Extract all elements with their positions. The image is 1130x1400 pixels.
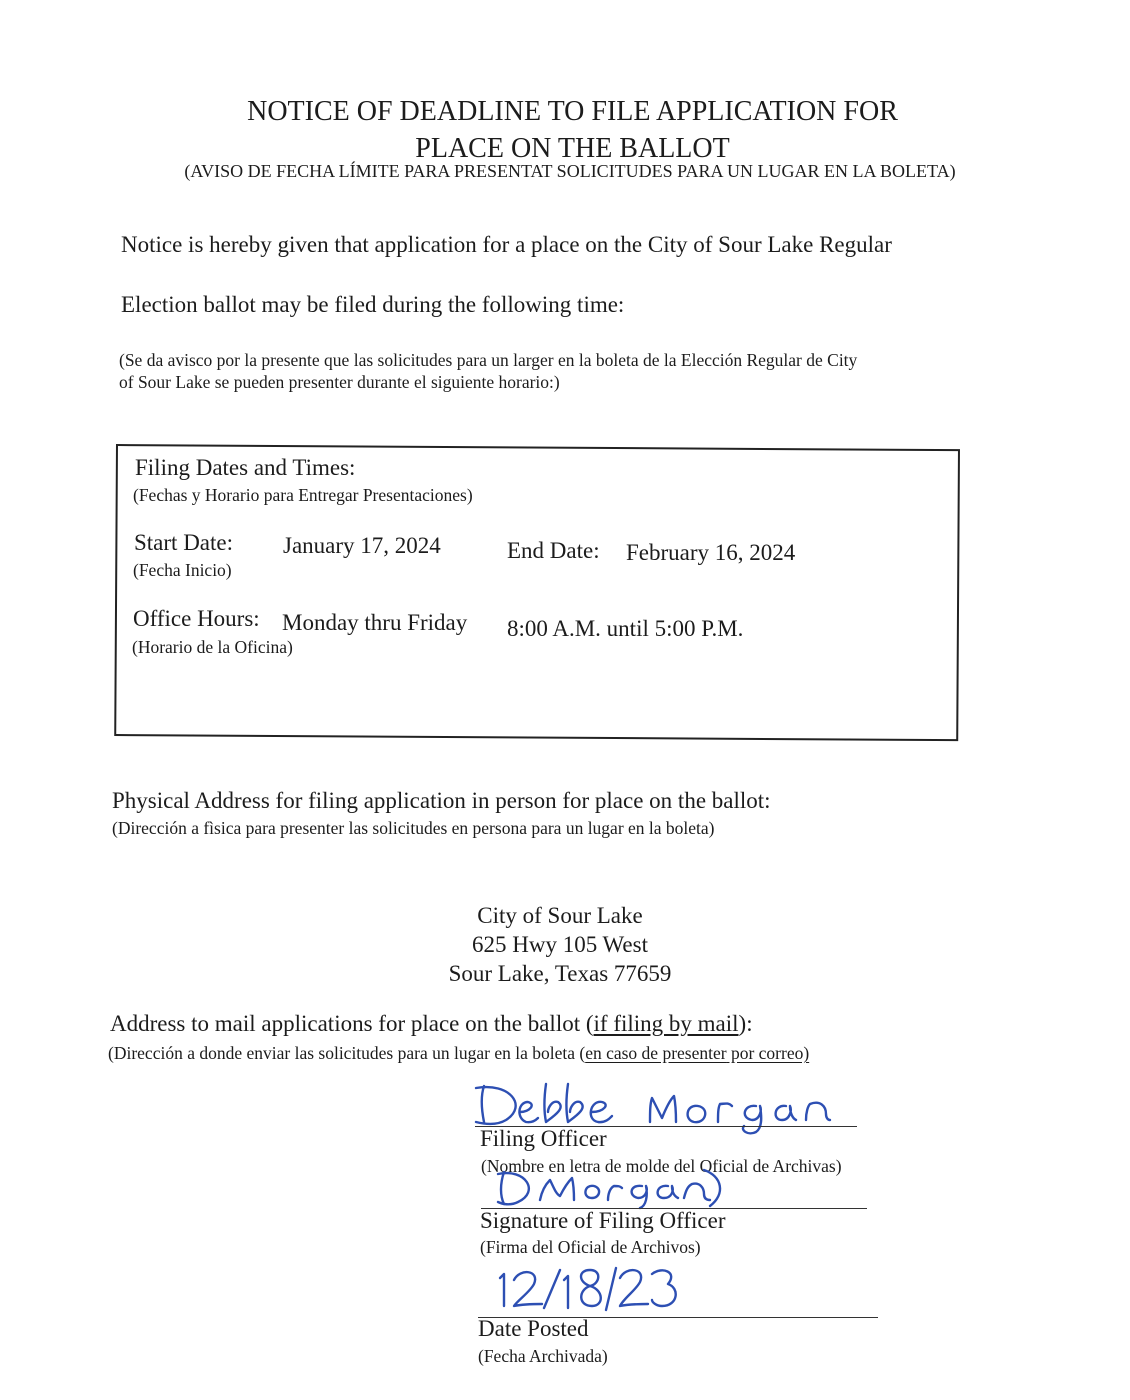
office-hours-label: Office Hours: xyxy=(133,606,260,631)
date-posted-label-spanish: (Fecha Archivada) xyxy=(478,1346,608,1366)
intro-line1: Notice is hereby given that application for a place on the City of Sour Lake Regular xyxy=(121,232,892,257)
physical-address-label: Physical Address for filing application in person for place on the ballot: xyxy=(112,788,771,813)
mail-label-end: ): xyxy=(738,1011,753,1036)
physical-address-label-spanish: (Dirección a fìsica para presenter las solicitudes en persona para un lugar en la boleta) xyxy=(112,818,715,838)
notice-title-line1: NOTICE OF DEADLINE TO FILE APPLICATION FOR xyxy=(247,96,898,127)
office-hours-days: Monday thru Friday xyxy=(282,610,468,635)
intro-line2: Election ballot may be filed during the following time: xyxy=(121,292,625,317)
end-date-value: February 16, 2024 xyxy=(626,540,796,565)
signature-label-spanish: (Firma del Oficial de Archivos) xyxy=(480,1237,701,1257)
notice-title-line2: PLACE ON THE BALLOT xyxy=(415,133,730,164)
officer-signature-handwriting xyxy=(490,1166,730,1210)
address-line3: Sour Lake, Texas 77659 xyxy=(448,961,672,986)
address-line2: 625 Hwy 105 West xyxy=(472,932,648,957)
notice-title-spanish: (AVISO DE FECHA LÍMITE PARA PRESENTAT SOLICITUDES PARA UN LUGAR EN LA BOLETA) xyxy=(184,161,956,181)
intro-spanish-line2: of Sour Lake se pueden presenter durante el siguiente horario:) xyxy=(119,372,560,392)
address-line1: City of Sour Lake xyxy=(477,903,643,928)
mail-spanish-end: por correo) xyxy=(726,1043,810,1063)
end-date-label: End Date: xyxy=(507,538,600,563)
start-date-label: Start Date: xyxy=(134,530,233,555)
officer-name-handwriting xyxy=(470,1078,850,1130)
signature-label: Signature of Filing Officer xyxy=(480,1208,726,1233)
date-posted-label: Date Posted xyxy=(478,1316,589,1341)
mail-address-label xyxy=(110,1011,753,1037)
intro-spanish-line1: (Se da avisco por la presente que las solicitudes para un larger en la boleta de la Elección Regular de City xyxy=(119,350,858,370)
mail-spanish-underlined: en caso de presenter xyxy=(585,1043,727,1063)
filing-heading-spanish: (Fechas y Horario para Entregar Presentaciones) xyxy=(133,485,473,505)
filing-officer-label: Filing Officer xyxy=(480,1126,607,1151)
filing-officer-label-spanish: (Nombre en letra de molde del Oficial de Archivas) xyxy=(481,1156,842,1176)
office-hours-label-spanish: (Horario de la Oficina) xyxy=(132,637,293,657)
mail-label-start: Address to mail applications for place on the ballot ( xyxy=(110,1011,594,1036)
mail-address-label-spanish xyxy=(108,1043,809,1064)
filing-heading: Filing Dates and Times: xyxy=(135,455,356,480)
start-date-label-spanish: (Fecha Inicio) xyxy=(133,560,232,580)
mail-label-underlined: if filing by mail xyxy=(593,1011,739,1036)
office-hours-time: 8:00 A.M. until 5:00 P.M. xyxy=(507,616,744,641)
start-date-value: January 17, 2024 xyxy=(283,533,441,558)
date-posted-handwriting xyxy=(494,1262,684,1314)
mail-spanish-start: (Dirección a donde enviar las solicitudes para un lugar en la boleta ( xyxy=(108,1043,586,1063)
